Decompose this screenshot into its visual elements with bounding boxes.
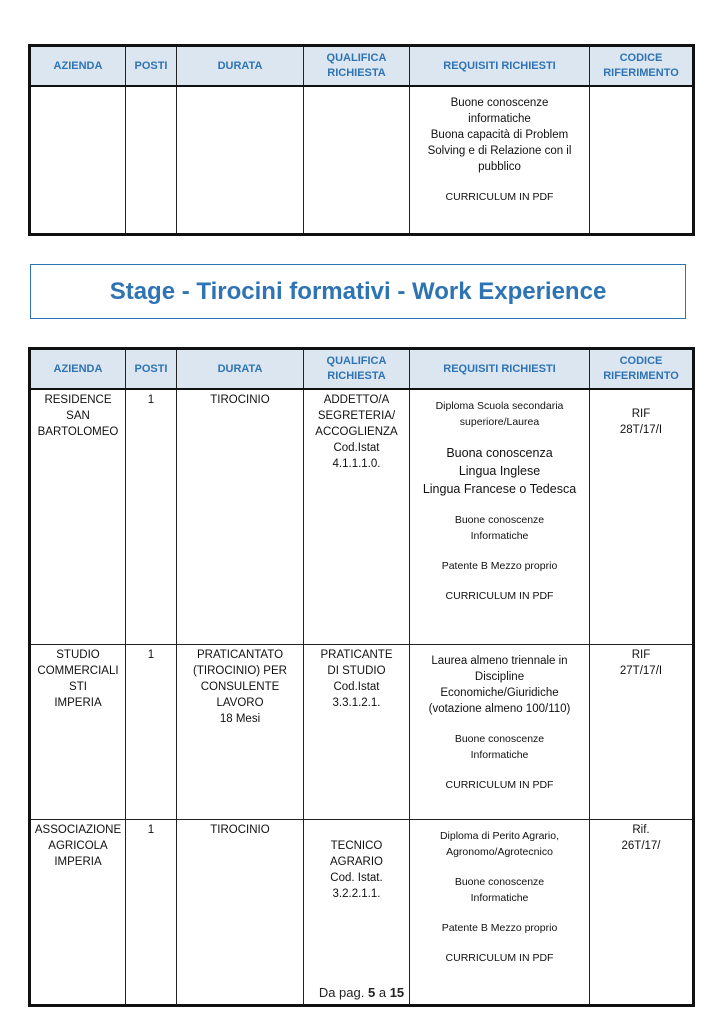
job-table-continued — [28, 44, 695, 236]
req-line: Buone conoscenze — [454, 876, 545, 888]
qualifica-line: Cod.Istat — [333, 681, 380, 693]
req-line: Diploma di Perito Agrario, — [439, 830, 560, 842]
req-line: Informatiche — [470, 749, 529, 761]
qualifica-line: TECNICO — [330, 840, 383, 852]
cell-azienda — [30, 645, 126, 820]
header-durata: DURATA — [177, 349, 304, 390]
req-line: Patente B Mezzo proprio — [441, 922, 558, 934]
cell-durata — [177, 86, 304, 235]
cell-codice — [590, 389, 694, 645]
spacer — [413, 175, 586, 189]
req-line: Economiche/Giuridiche — [440, 687, 559, 699]
cell-requisiti — [410, 389, 590, 645]
header-azienda: AZIENDA — [30, 46, 126, 87]
req-line: Diploma Scuola secondaria — [435, 400, 564, 412]
azienda-line: AGRICOLA — [48, 840, 108, 852]
cell-qualifica — [304, 389, 410, 645]
header-qualifica: QUALIFICA RICHIESTA — [304, 349, 410, 390]
header-posti: POSTI — [126, 46, 177, 87]
table-row — [30, 820, 694, 1006]
cell-posti — [126, 86, 177, 235]
section-banner — [30, 264, 686, 319]
azienda-line: IMPERIA — [54, 697, 102, 709]
cell-requisiti — [410, 820, 590, 1006]
durata-line: (TIROCINIO) PER — [193, 665, 287, 677]
spacer — [413, 498, 586, 512]
footer-prefix: Da pag. — [318, 985, 365, 1000]
req-line: CURRICULUM IN PDF — [445, 952, 554, 964]
spacer — [413, 717, 586, 731]
qualifica-line: 3.2.2.1.1. — [332, 888, 381, 900]
table-header-row — [30, 46, 694, 87]
spacer — [413, 763, 586, 777]
cell-azienda — [30, 389, 126, 645]
cell-posti: 1 — [126, 645, 177, 820]
req-line: Patente B Mezzo proprio — [441, 560, 558, 572]
qualifica-line: PRATICANTE — [320, 649, 393, 661]
header-posti: POSTI — [126, 349, 177, 390]
req-line: Discipline — [474, 671, 525, 683]
req-line: (votazione almeno 100/110) — [428, 703, 571, 715]
qualifica-line: DI STUDIO — [327, 665, 386, 677]
cell-requisiti — [410, 86, 590, 235]
header-requisiti: REQUISITI RICHIESTI — [410, 349, 590, 390]
req-line: CURRICULUM IN PDF — [445, 590, 554, 602]
header-durata: DURATA — [177, 46, 304, 87]
azienda-line: SAN — [66, 410, 90, 422]
req-line: Lingua Francese o Tedesca — [422, 482, 577, 496]
spacer — [413, 544, 586, 558]
durata-line: TIROCINIO — [210, 394, 270, 406]
req-line: Buona capacità di Problem — [430, 129, 569, 141]
cell-codice — [590, 820, 694, 1006]
page-footer — [0, 985, 723, 1000]
qualifica-line: 4.1.1.1.0. — [332, 458, 381, 470]
table-row — [30, 645, 694, 820]
header-codice: CODICE RIFERIMENTO — [590, 46, 694, 87]
codice-line: 27T/17/I — [619, 665, 663, 677]
req-line: Buone conoscenze — [450, 97, 549, 109]
qualifica-line: ADDETTO/A — [323, 394, 390, 406]
cell-qualifica — [304, 820, 410, 1006]
req-line: Agronomo/Agrotecnico — [446, 846, 553, 858]
qualifica-line: Cod. Istat. — [330, 872, 383, 884]
req-line: CURRICULUM IN PDF — [445, 779, 554, 791]
spacer — [413, 860, 586, 874]
req-line: Lingua Inglese — [458, 464, 541, 478]
spacer — [413, 936, 586, 950]
cell-durata — [177, 645, 304, 820]
azienda-line: RESIDENCE — [44, 394, 112, 406]
cell-codice — [590, 645, 694, 820]
table-row — [30, 389, 694, 645]
table-row — [30, 86, 694, 235]
header-requisiti: REQUISITI RICHIESTI — [410, 46, 590, 87]
req-line: Solving e di Relazione con il — [427, 145, 572, 157]
codice-line: 28T/17/I — [619, 424, 663, 436]
table-header-row — [30, 349, 694, 390]
cell-durata — [177, 389, 304, 645]
durata-line: PRATICANTATO — [196, 649, 284, 661]
spacer — [413, 574, 586, 588]
cell-qualifica — [304, 86, 410, 235]
qualifica-line: ACCOGLIENZA — [315, 426, 398, 438]
codice-line: Rif. — [632, 824, 650, 836]
durata-line: LAVORO — [216, 697, 264, 709]
qualifica-line: Cod.Istat — [333, 442, 380, 454]
cell-requisiti — [410, 645, 590, 820]
cell-posti: 1 — [126, 820, 177, 1006]
durata-line: TIROCINIO — [210, 824, 270, 836]
spacer — [413, 430, 586, 444]
azienda-line: STI — [69, 681, 87, 693]
job-table-stage — [28, 347, 695, 1007]
codice-line: 26T/17/ — [621, 840, 661, 852]
req-line: Buone conoscenze — [454, 514, 545, 526]
qualifica-line: SEGRETERIA/ — [317, 410, 396, 422]
codice-line: RIF — [631, 408, 651, 420]
req-line: superiore/Laurea — [459, 416, 540, 428]
header-azienda: AZIENDA — [30, 349, 126, 390]
header-qualifica: QUALIFICA RICHIESTA — [304, 46, 410, 87]
cell-durata — [177, 820, 304, 1006]
cell-posti: 1 — [126, 389, 177, 645]
footer-total-pages: 15 — [389, 985, 405, 1000]
azienda-line: BARTOLOMEO — [37, 426, 119, 438]
header-codice: CODICE RIFERIMENTO — [590, 349, 694, 390]
footer-current-page: 5 — [367, 985, 376, 1000]
req-line: Laurea almeno triennale in — [431, 655, 568, 667]
qualifica-line: AGRARIO — [329, 856, 384, 868]
azienda-line: STUDIO — [56, 649, 100, 661]
req-line: Buona conoscenza — [446, 446, 553, 460]
cell-azienda — [30, 86, 126, 235]
azienda-line: COMMERCIALI — [37, 665, 119, 677]
cell-qualifica — [304, 645, 410, 820]
azienda-line: IMPERIA — [54, 856, 102, 868]
azienda-line: ASSOCIAZIONE — [34, 824, 122, 836]
cell-azienda — [30, 820, 126, 1006]
req-line: Informatiche — [470, 530, 529, 542]
qualifica-line: 3.3.1.2.1. — [332, 697, 381, 709]
durata-line: 18 Mesi — [219, 713, 261, 725]
req-line: Informatiche — [470, 892, 529, 904]
cell-codice — [590, 86, 694, 235]
spacer — [413, 906, 586, 920]
durata-line: CONSULENTE — [200, 681, 280, 693]
section-title: Stage - Tirocini formativi - Work Experience — [109, 277, 607, 305]
footer-sep: a — [378, 985, 387, 1000]
req-line: Buone conoscenze — [454, 733, 545, 745]
req-line: pubblico — [478, 161, 521, 173]
req-line: CURRICULUM IN PDF — [445, 191, 554, 203]
req-line: informatiche — [468, 113, 531, 125]
codice-line: RIF — [631, 649, 651, 661]
